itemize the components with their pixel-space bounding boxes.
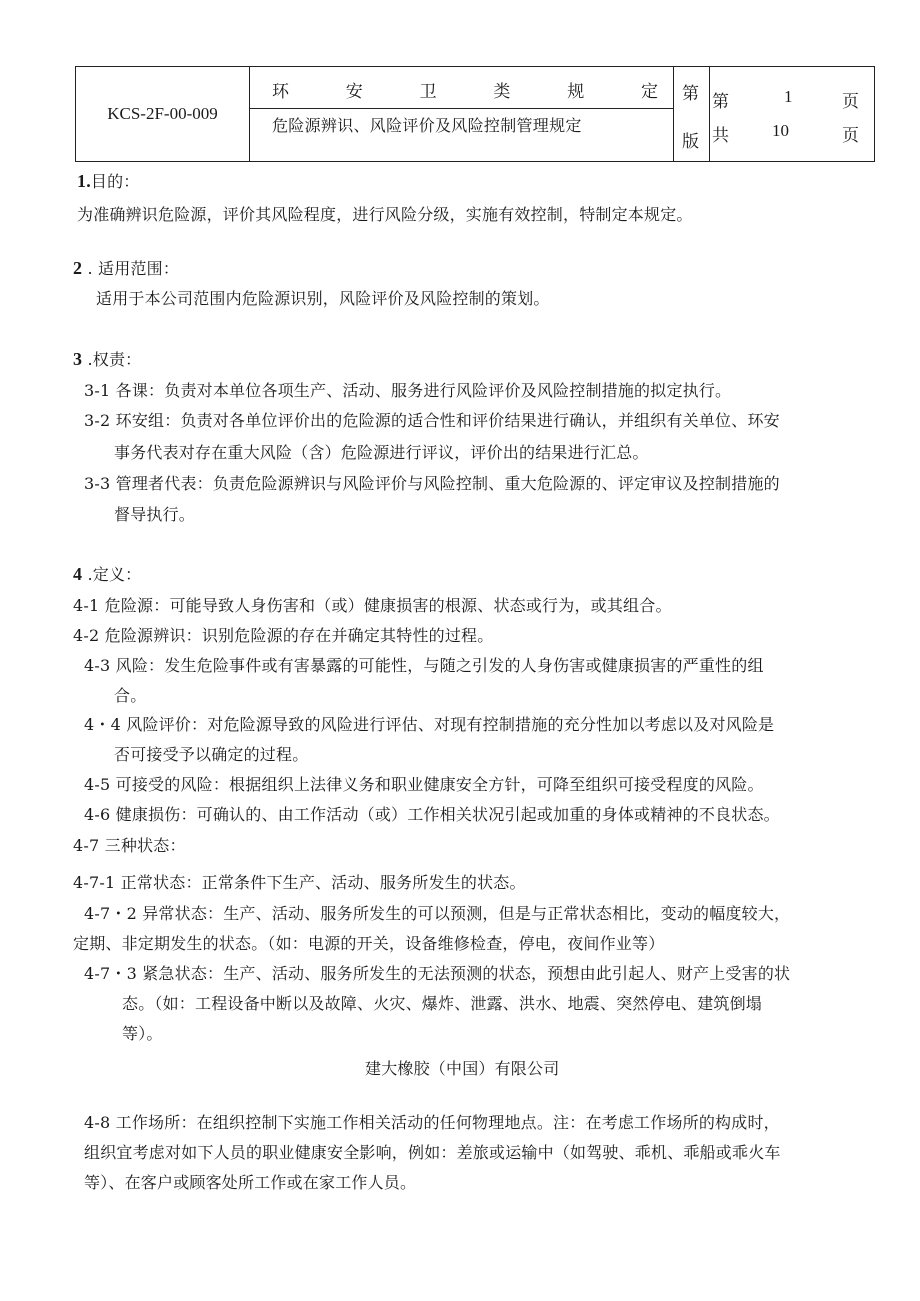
clause-4-8: 4-8 工作场所：在组织控制下实施工作相关活动的任何物理地点。注：在考虑工作场所的构成时， [84, 1113, 780, 1132]
clause-4-8-cont: 等）、在客户或顾客处所工作或在家工作人员。 [84, 1173, 417, 1192]
title-char: 卫 [419, 82, 437, 102]
clause-4-6: 4-6 健康损伤：可确认的、由工作活动（或）工作相关状况引起或加重的身体或精神的不良状态。 [84, 805, 780, 824]
section-1-heading: 1.目的： [77, 171, 140, 191]
title-char: 类 [493, 82, 511, 102]
title-char: 环 [272, 82, 289, 102]
header-divider [673, 67, 674, 161]
document-header-table [75, 66, 875, 162]
clause-4-7-3-cont: 等）。 [122, 1024, 163, 1043]
document-code: KCS-2F-00-009 [107, 104, 218, 123]
header-divider [249, 67, 250, 161]
clause-4-7: 4-7 三种状态： [73, 836, 186, 855]
clause-4-5: 4-5 可接受的风险：根据组织上法律义务和职业健康安全方针，可降至组织可接受程度的风险。 [84, 775, 764, 794]
title-char: 定 [640, 82, 658, 102]
header-divider [250, 108, 673, 109]
edition-label-top: 第 [682, 84, 699, 104]
clause-4-2: 4-2 危险源辨识：识别危险源的存在并确定其特性的过程。 [73, 626, 494, 645]
total-label: 共 [712, 126, 729, 146]
section-2-heading: 2 . 适用范围： [73, 258, 180, 278]
clause-3-3: 3-3 管理者代表：负责危险源辨识与风险评价与风险控制、重大危险源的、评定审议及控制措施的 [84, 474, 780, 493]
document-title: 危险源辨识、风险评价及风险控制管理规定 [272, 116, 582, 135]
clause-4-1: 4-1 危险源：可能导致人身伤害和（或）健康损害的根源、状态或行为，或其组合。 [73, 596, 672, 615]
clause-4-3-cont: 合。 [114, 686, 147, 705]
page-unit: 页 [842, 92, 859, 112]
clause-3-3-cont: 督导执行。 [114, 505, 196, 524]
title-char: 规 [567, 82, 585, 102]
section-3-heading: 3 .权责： [73, 349, 142, 369]
clause-4-8-cont: 组织宜考虑对如下人员的职业健康安全影响，例如：差旅或运输中（如驾驶、乖机、乖船或乖火车 [84, 1143, 781, 1162]
clause-4-3: 4-3 风险：发生危险事件或有害暴露的可能性，与随之引发的人身伤害或健康损害的严重性的组 [84, 656, 764, 675]
clause-4-4-cont: 否可接受予以确定的过程。 [114, 745, 309, 764]
section-4-heading: 4 .定义： [73, 564, 142, 584]
title-char: 安 [345, 82, 363, 102]
total-pages: 10 [772, 121, 789, 140]
section-1-body: 为准确辨识危险源，评价其风险程度，进行风险分级，实施有效控制，特制定本规定。 [77, 205, 693, 224]
clause-3-2: 3-2 环安组：负责对各单位评价出的危险源的适合性和评价结果进行确认，并组织有关单位、环安 [84, 411, 780, 430]
clause-4-7-3-cont: 态。（如：工程设备中断以及故障、火灾、爆炸、泄露、洪水、地震、突然停电、建筑倒塌 [122, 994, 763, 1013]
clause-4-7-2: 4-7・2 异常状态：生产、活动、服务所发生的可以预测，但是与正常状态相比，变动的幅度较大， [84, 904, 791, 923]
clause-4-4: 4・4 风险评价：对危险源导致的风险进行评估、对现有控制措施的充分性加以考虑以及对风险是 [84, 715, 775, 734]
page-footer-company: 建大橡胶（中国）有限公司 [365, 1059, 560, 1078]
page-label: 第 [712, 92, 729, 112]
edition-label-bottom: 版 [682, 132, 699, 152]
clause-4-7-3: 4-7・3 紧急状态：生产、活动、服务所发生的无法预测的状态，预想由此引起人、财产上受害的状 [84, 964, 791, 983]
page-number: 1 [784, 87, 793, 106]
clause-4-7-2-cont: 定期、非定期发生的状态。（如：电源的开关，设备维修检查，停电，夜间作业等） [73, 934, 665, 953]
page-unit: 页 [842, 126, 859, 146]
header-divider [709, 67, 710, 161]
section-2-body: 适用于本公司范围内危险源识别，风险评价及风险控制的策划。 [96, 289, 550, 308]
clause-3-1: 3-1 各课：负责对本单位各项生产、活动、服务进行风险评价及风险控制措施的拟定执行。 [84, 381, 732, 400]
regulation-category [272, 77, 658, 102]
clause-4-7-1: 4-7-1 正常状态：正常条件下生产、活动、服务所发生的状态。 [73, 873, 526, 892]
clause-3-2-cont: 事务代表对存在重大风险（含）危险源进行评议，评价出的结果进行汇总。 [114, 443, 649, 462]
